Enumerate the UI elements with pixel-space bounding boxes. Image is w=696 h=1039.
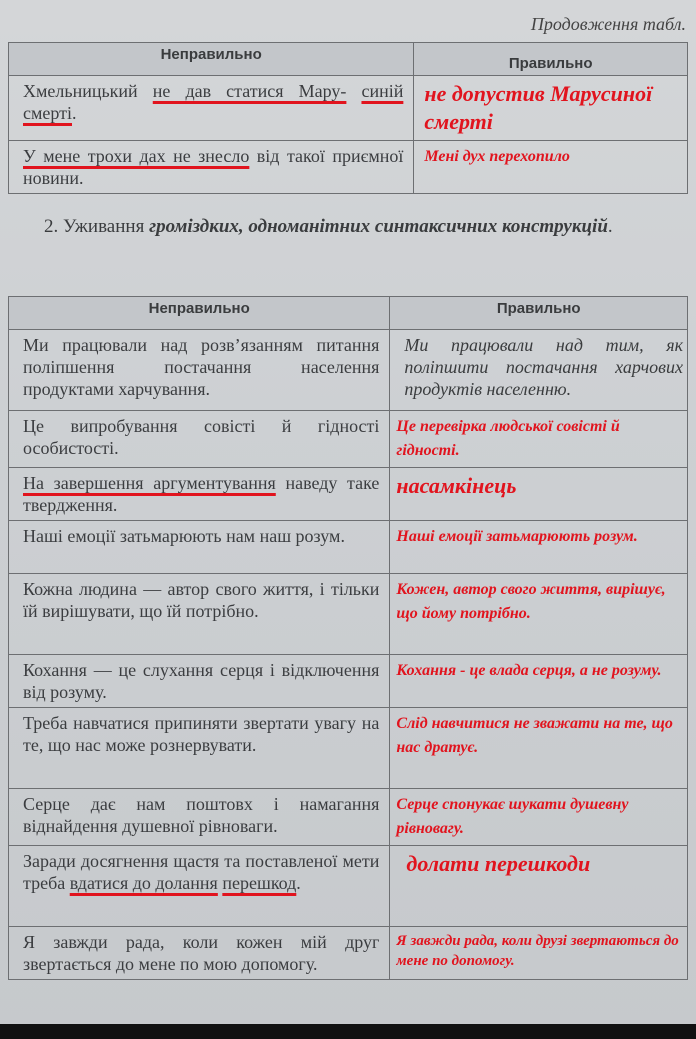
handwritten-correction: не допустив Марусиної смерті — [424, 81, 653, 134]
header-wrong: Неправильно — [9, 297, 390, 330]
continuation-caption: Продовження табл. — [530, 14, 686, 34]
wrong-cell: Заради досягнення щастя та поставленої мети треба вдатися до долання перешкод. — [9, 846, 390, 927]
table-1 — [8, 42, 688, 194]
table-row — [9, 846, 688, 927]
table-row — [9, 468, 688, 521]
section-emphasis: громіздких, одноманітних синтаксичних конструкцій — [149, 216, 608, 237]
header-right: Правильно — [414, 43, 688, 76]
handwritten-correction: Кожен, автор свого життя, вирішує, що йому потрібно. — [396, 581, 666, 622]
table-row — [9, 927, 688, 980]
wrong-cell: Треба навчатися припиняти звертати увагу на те, що нас може рознервувати. — [9, 708, 390, 789]
wrong-cell: Хмельницький не дав статися Мару- синій смерті. — [9, 76, 414, 141]
bottom-edge — [0, 1024, 696, 1039]
right-cell — [390, 574, 688, 655]
right-cell — [390, 521, 688, 574]
wrong-cell: Серце дає нам поштовх і намагання віднайдення душевної рівноваги. — [9, 789, 390, 846]
handwritten-correction: Мені дух перехопило — [424, 148, 570, 165]
header-wrong: Неправильно — [9, 43, 414, 76]
right-cell — [390, 846, 688, 927]
right-cell — [390, 789, 688, 846]
underlined-phrase: перешкод — [222, 873, 297, 893]
wrong-cell: Наші емоції затьмарюють нам наш розум. — [9, 521, 390, 574]
header-right: Правильно — [390, 297, 688, 330]
handwritten-correction: долати перешкоди — [406, 851, 591, 876]
right-cell — [414, 76, 688, 141]
table-row — [9, 411, 688, 468]
table-row — [9, 655, 688, 708]
underlined-phrase: вдатися до долання — [69, 873, 218, 893]
table-row — [9, 76, 688, 141]
table-row — [9, 708, 688, 789]
printed-correction: Ми працювали над тим, як поліпшити постачання харчових продуктів населенню. — [390, 330, 688, 411]
section-heading: 2. Уживання громіздких, одноманітних синтаксичних конструкцій. — [44, 216, 613, 237]
handwritten-correction: Кохання - це влада серця, а не розуму. — [396, 662, 662, 679]
right-cell — [390, 468, 688, 521]
underlined-phrase: синій смерті — [23, 81, 404, 123]
handwritten-correction: Серце спонукає шукати душевну рівновагу. — [396, 796, 629, 837]
underlined-phrase: не дав статися Мару- — [152, 81, 347, 101]
table-2 — [8, 296, 688, 980]
table-2-header — [9, 297, 688, 330]
handwritten-correction: Наші емоції затьмарюють розум. — [396, 528, 638, 545]
table-row — [9, 789, 688, 846]
underlined-phrase: У мене трохи дах не знесло — [23, 146, 250, 166]
table-row — [9, 330, 688, 411]
right-cell — [390, 708, 688, 789]
right-cell — [390, 927, 688, 980]
right-cell — [390, 655, 688, 708]
handwritten-correction: Я завжди рада, коли друзі звертаються до мене по допомогу. — [396, 933, 679, 969]
wrong-cell: Кохання — це слухання серця і відключення від розуму. — [9, 655, 390, 708]
wrong-cell: Я завжди рада, коли кожен мій друг звертається до мене по мою допомогу. — [9, 927, 390, 980]
wrong-cell: Ми працювали над розв’язанням питання поліпшення постачання населення продуктами харчування. — [9, 330, 390, 411]
table-1-header — [9, 43, 688, 76]
table-row — [9, 521, 688, 574]
right-cell — [414, 141, 688, 194]
handwritten-correction: Слід навчитися не зважати на те, що нас дратує. — [396, 715, 673, 756]
wrong-cell: Це випробування совісті й гідності особистості. — [9, 411, 390, 468]
table-row — [9, 141, 688, 194]
wrong-cell: На завершення аргументування наведу таке твердження. — [9, 468, 390, 521]
wrong-cell: У мене трохи дах не знесло від такої приємної новини. — [9, 141, 414, 194]
right-cell — [390, 411, 688, 468]
section-number: 2. — [44, 216, 59, 237]
underlined-phrase: На завершення аргументування — [23, 473, 276, 493]
wrong-cell: Кожна людина — автор свого життя, і тільки їй вирішувати, що їй потрібно. — [9, 574, 390, 655]
table-row — [9, 574, 688, 655]
handwritten-correction: насамкінець — [396, 473, 517, 498]
handwritten-correction: Це перевірка людської совісті й гідності. — [396, 418, 620, 459]
